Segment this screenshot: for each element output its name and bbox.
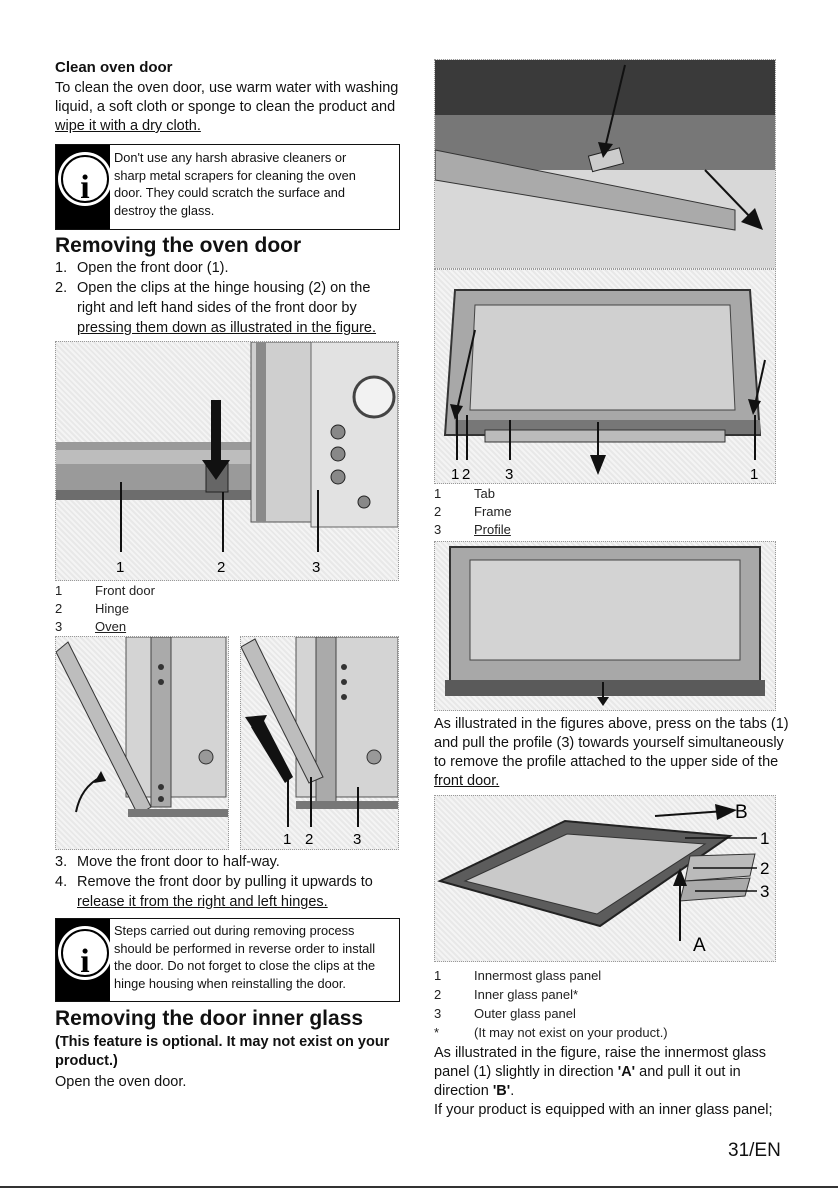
fig5-label-1: 1 [451,466,460,483]
figure-door-half-way [55,636,229,850]
step-2-cont2: pressing them down as illustrated in the figure. [77,320,377,336]
info-icon: i [56,919,110,1001]
info-icon: i [56,145,110,229]
fig7-caption: 1 Innermost glass panel 2 Inner glass panel* 3 Outer glass panel * (It may not exist on your product.) [434,968,668,1040]
fig3-label-1: 1 [283,831,292,848]
figure-tab-closeup [434,59,776,269]
figure-hinge-housing [55,341,399,581]
fig7-label-2: 2 [760,859,770,878]
removing-oven-door-heading: Removing the oven door [55,234,302,257]
clean-oven-door-heading: Clean oven door [55,59,173,76]
figure-profile-removed [434,541,776,711]
clean-text-line3: wipe it with a dry cloth. [55,118,201,134]
glass-instructions: As illustrated in the figure, raise the innermost glass panel (1) slightly in direction 'A' and pull it out in direction 'B'. If your product is equipped with an inner glass panel; [434,1045,773,1118]
open-oven-door-text: Open the oven door. [55,1074,187,1090]
fig3-label-3: 3 [353,831,362,848]
info-text-cleaning: Don't use any harsh abrasive cleaners or sharp metal scrapers for cleaning the oven door. They could scratch the surface and destroy the glass. [114,150,356,218]
step-4: 4. Remove the front door by pulling it upwards to [55,874,373,890]
fig1-label-3: 3 [312,559,321,576]
optional-feature-note-line2: product.) [55,1053,118,1069]
fig7-label-b: B [735,802,748,823]
step-3: 3. Move the front door to half-way. [55,854,280,870]
removing-inner-glass-heading: Removing the door inner glass [55,1007,364,1030]
fig3-label-2: 2 [305,831,314,848]
fig5-label-3: 3 [505,466,514,483]
fig5-label-2: 2 [462,466,471,483]
info-box-cleaning [55,144,400,230]
fig5-caption: 1 Tab 2 Frame 3 Profile [434,486,512,537]
fig1-caption: 1 Front door 2 Hinge 3 Oven [55,583,155,634]
fig5-label-1-right: 1 [750,466,759,483]
profile-instructions: As illustrated in the figures above, press on the tabs (1) and pull the profile (3) towards yourself simultaneously to remove the profile attached to the upper side of the front door. [434,716,789,789]
fig7-label-3: 3 [760,882,770,901]
step-1: 1. Open the front door (1). [55,260,229,276]
fig1-label-1: 1 [116,559,125,576]
info-box-reinstall [55,918,400,1002]
fig7-label-1: 1 [760,829,770,848]
step-4-cont: release it from the right and left hinges. [77,894,328,910]
figure-glass-panels [434,795,776,962]
fig7-label-a: A [693,935,706,956]
page-number: 31/EN [728,1140,781,1161]
step-2: 2. Open the clips at the hinge housing (2) on the [55,280,371,296]
step-2-cont1: right and left hand sides of the front door by [77,300,357,316]
figure-door-frame-profile [434,269,776,484]
fig1-label-2: 2 [217,559,226,576]
bottom-rule [0,1186,838,1188]
figure-remove-door-hinges [240,636,399,850]
clean-text-line2: liquid, a soft cloth or sponge to clean the product and [55,99,396,115]
clean-text-line1: To clean the oven door, use warm water with washing [55,80,399,96]
info-text-reinstall: Steps carried out during removing process should be performed in reverse order to install the door. Do not forget to close the clips at the hinge housing when reinstalling the door. [114,923,376,991]
optional-feature-note-line1: (This feature is optional. It may not exist on your [55,1034,390,1050]
